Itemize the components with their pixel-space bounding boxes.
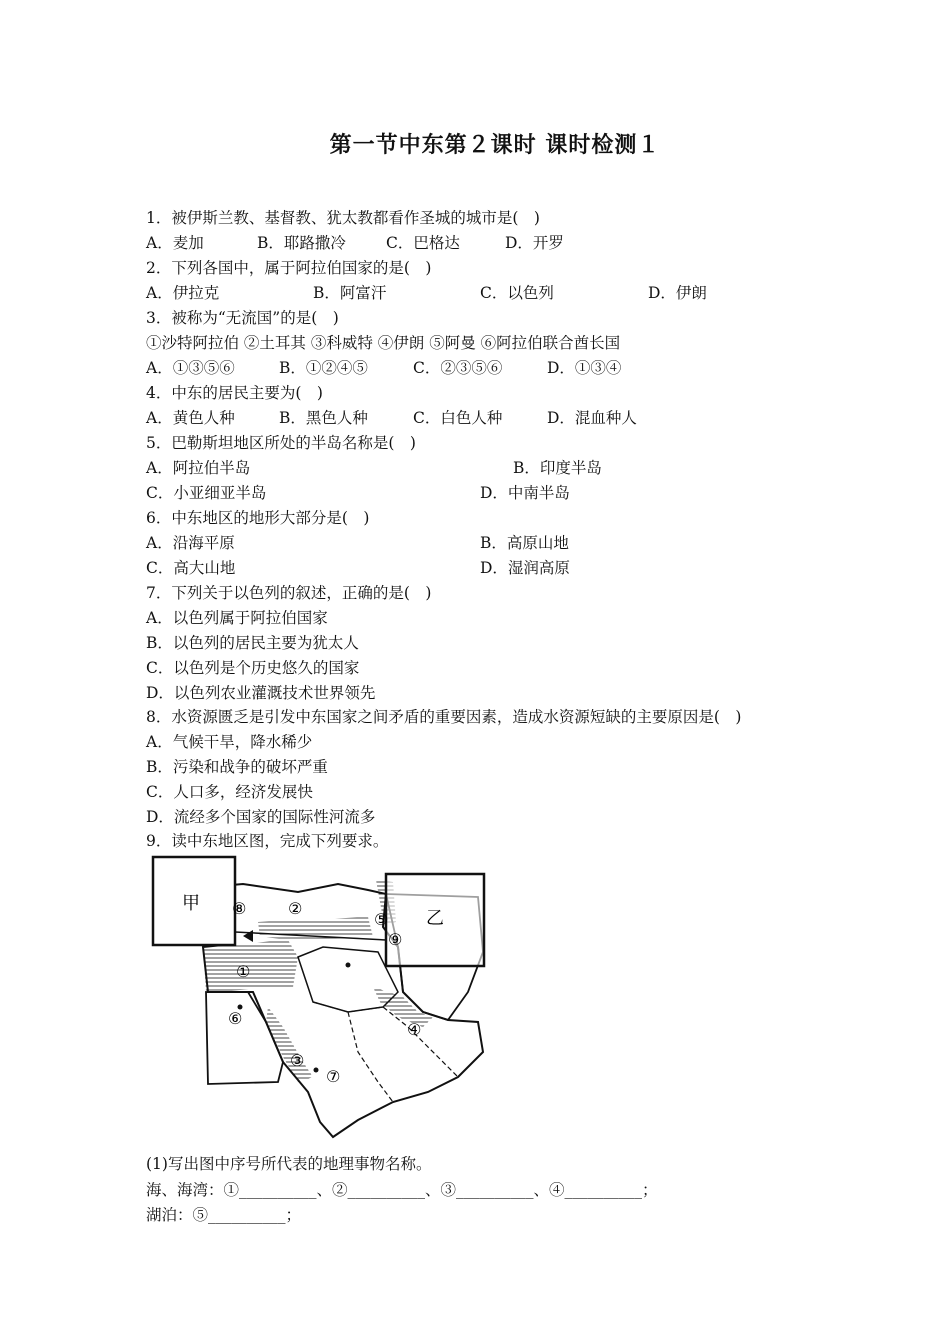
- q5-option-a: A．阿拉伯半岛: [146, 459, 251, 477]
- q2-option-d: D．伊朗: [648, 284, 707, 302]
- q6-option-d: D．湿润高原: [480, 559, 570, 577]
- city-dot: [346, 963, 351, 968]
- label-jia: 甲: [182, 893, 200, 913]
- q5-option-d: D．中南半岛: [480, 484, 570, 502]
- q8-option-c: C．人口多，经济发展快: [146, 783, 313, 801]
- q6-option-c: C．高大山地: [146, 559, 236, 577]
- map-number-3: ③: [290, 1051, 305, 1070]
- q7-option-a: A．以色列属于阿拉伯国家: [146, 609, 328, 627]
- map-number-4: ④: [407, 1020, 422, 1039]
- q9-lakes-blanks: 湖泊：⑤__________；: [146, 1206, 302, 1224]
- q2-option-b: B．阿富汗: [313, 284, 387, 302]
- q1-option-c: C．巴格达: [386, 234, 460, 252]
- map-number-1: ①: [236, 962, 251, 981]
- question-3-stem: 3．被称为“无流国”的是( ): [146, 309, 339, 327]
- question-7-stem: 7．下列关于以色列的叙述，正确的是( ): [146, 584, 432, 602]
- q1-option-b: B．耶路撒冷: [257, 234, 346, 252]
- q7-option-c: C．以色列是个历史悠久的国家: [146, 659, 360, 677]
- q9-subquestion-1: (1)写出图中序号所代表的地理事物名称。: [146, 1155, 432, 1173]
- question-5-stem: 5．巴勒斯坦地区所处的半岛名称是( ): [146, 434, 416, 452]
- map-number-5: ⑤: [374, 910, 389, 929]
- page-title: 第一节中东第２课时 课时检测１: [329, 132, 661, 158]
- question-6-stem: 6．中东地区的地形大部分是( ): [146, 509, 370, 527]
- q2-option-a: A．伊拉克: [146, 284, 220, 302]
- map-number-6: ⑥: [228, 1009, 243, 1028]
- q7-option-b: B．以色列的居民主要为犹太人: [146, 634, 359, 652]
- q4-option-c: C．白色人种: [413, 409, 503, 427]
- q7-option-d: D．以色列农业灌溉技术世界领先: [146, 684, 376, 702]
- mediterranean-sea-area: [203, 940, 298, 992]
- map-number-2: ②: [288, 899, 303, 918]
- question-1-stem: 1．被伊斯兰教、基督教、犹太教都看作圣城的城市是( ): [146, 209, 540, 227]
- q8-option-d: D．流经多个国家的国际性河流多: [146, 808, 376, 826]
- q3-option-c: C．②③⑤⑥: [413, 359, 503, 377]
- middle-east-map: [148, 852, 493, 1144]
- q3-option-a: A．①③⑤⑥: [146, 359, 235, 377]
- q1-option-d: D．开罗: [505, 234, 564, 252]
- q8-option-b: B．污染和战争的破坏严重: [146, 758, 328, 776]
- q3-option-b: B．①②④⑤: [279, 359, 368, 377]
- q9-seas-blanks: 海、海湾：①__________、②__________、③__________、④__________；: [146, 1181, 658, 1199]
- map-number-8: ⑧: [232, 899, 247, 918]
- q4-option-b: B．黑色人种: [279, 409, 368, 427]
- q2-option-c: C．以色列: [480, 284, 554, 302]
- q4-option-a: A．黄色人种: [146, 409, 235, 427]
- question-8-stem: 8．水资源匮乏是引发中东国家之间矛盾的重要因素，造成水资源短缺的主要原因是( ): [146, 708, 742, 726]
- q3-country-list: ①沙特阿拉伯 ②土耳其 ③科威特 ④伊朗 ⑤阿曼 ⑥阿拉伯联合酋长国: [146, 334, 621, 352]
- q8-option-a: A．气候干旱，降水稀少: [146, 733, 313, 751]
- egypt-outline: [206, 992, 283, 1084]
- question-9-stem: 9．读中东地区图，完成下列要求。: [146, 832, 389, 850]
- q1-option-a: A．麦加: [146, 234, 204, 252]
- q6-option-a: A．沿海平原: [146, 534, 235, 552]
- map-number-7: ⑦: [326, 1067, 341, 1086]
- q5-option-b: B．印度半岛: [513, 459, 602, 477]
- q4-option-d: D．混血种人: [547, 409, 637, 427]
- q5-option-c: C．小亚细亚半岛: [146, 484, 267, 502]
- q3-option-d: D．①③④: [547, 359, 622, 377]
- map-number-9: ⑨: [388, 930, 403, 949]
- city-dot: [314, 1068, 319, 1073]
- q6-option-b: B．高原山地: [480, 534, 569, 552]
- question-4-stem: 4．中东的居民主要为( ): [146, 384, 323, 402]
- question-2-stem: 2．下列各国中，属于阿拉伯国家的是( ): [146, 259, 432, 277]
- label-yi: 乙: [426, 908, 444, 928]
